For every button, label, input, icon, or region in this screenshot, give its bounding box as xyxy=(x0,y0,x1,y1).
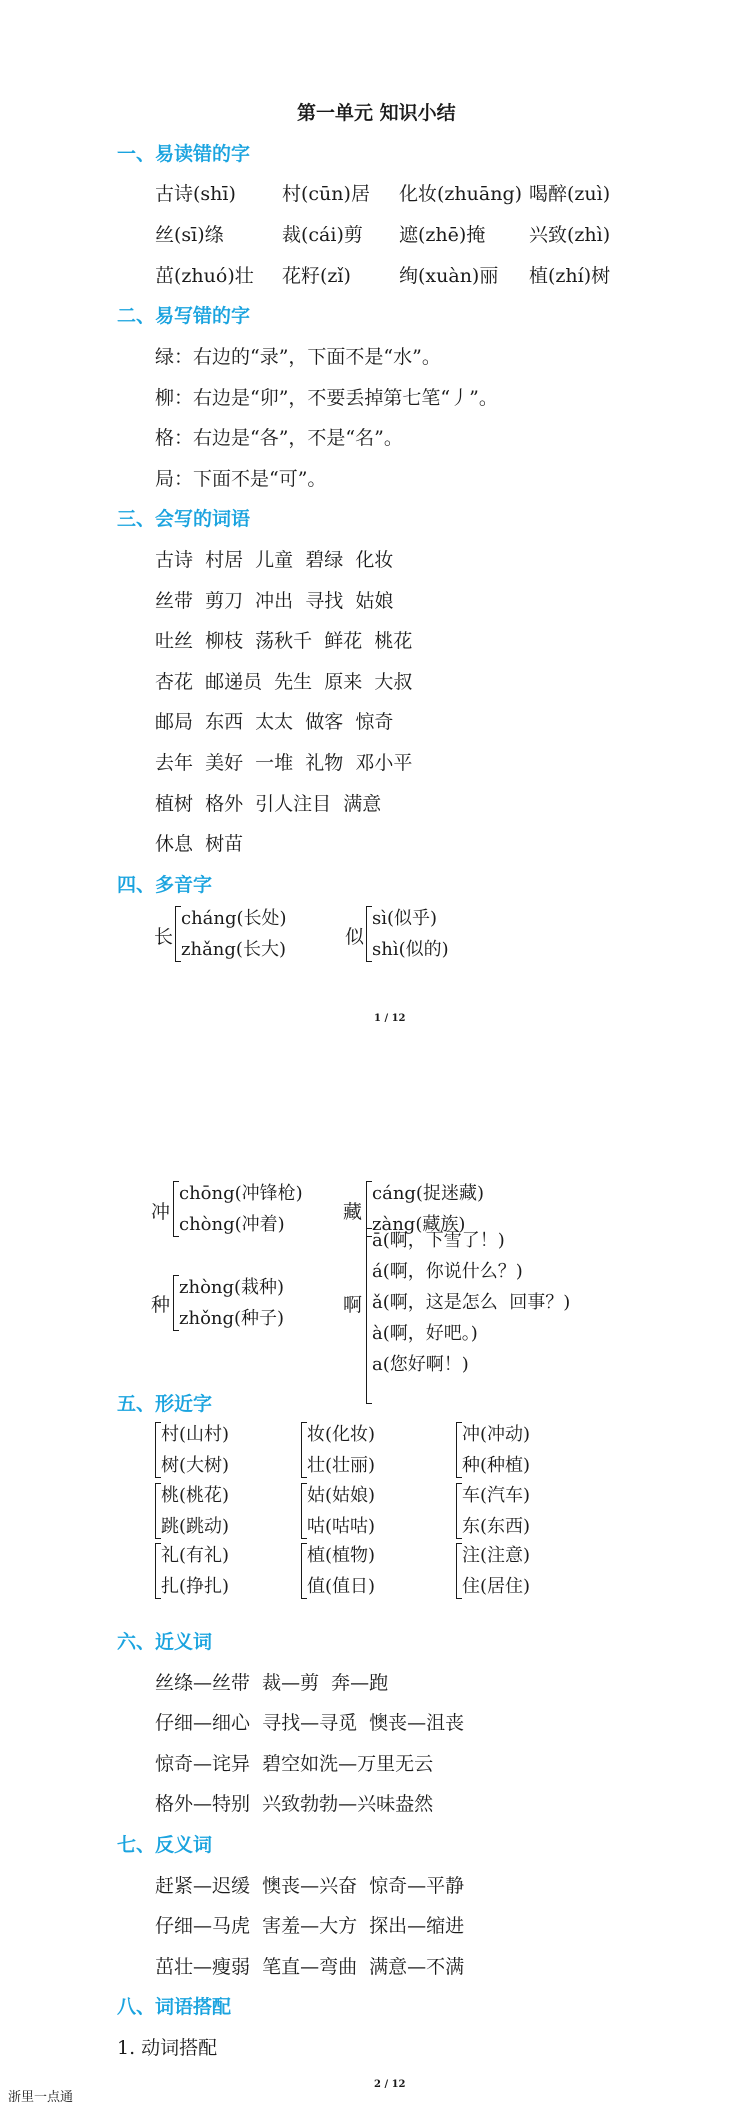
list-item: 休息 树苗 xyxy=(155,833,244,855)
list-item: 格：右边是“各”，不是“名”。 xyxy=(155,427,403,449)
reading: zhǒng(种子) xyxy=(179,1308,285,1329)
similar-char: 妆(化妆) xyxy=(307,1424,376,1445)
similar-char: 壮(壮丽) xyxy=(307,1455,376,1476)
reading: à(啊，好吧。) xyxy=(372,1323,478,1344)
similar-char: 姑(姑娘) xyxy=(307,1485,376,1506)
table-cell: 兴致(zhì) xyxy=(529,224,611,246)
table-cell: 植(zhí)树 xyxy=(529,265,611,287)
table-cell: 裁(cái)剪 xyxy=(282,224,363,246)
section-heading-5: 五、形近字 xyxy=(117,1393,213,1415)
table-cell: 喝醉(zuì) xyxy=(529,183,611,205)
similar-char: 种(种植) xyxy=(462,1455,531,1476)
reading: cáng(捉迷藏) xyxy=(372,1183,484,1204)
list-item: 赶紧—迟缓 懊丧—兴奋 惊奇—平静 xyxy=(155,1875,465,1897)
reading: zhǎng(长大) xyxy=(181,939,286,960)
similar-char: 桃(桃花) xyxy=(161,1485,230,1506)
list-item: 邮局 东西 太太 做客 惊奇 xyxy=(155,711,394,733)
reading: zhòng(栽种) xyxy=(179,1277,285,1298)
similar-char: 礼(有礼) xyxy=(161,1545,230,1566)
reading: chòng(冲着) xyxy=(179,1214,285,1235)
table-cell: 古诗(shī) xyxy=(155,183,236,205)
table-cell: 丝(sī)绦 xyxy=(155,224,224,246)
similar-char: 车(汽车) xyxy=(462,1485,531,1506)
polyphone-char: 冲 xyxy=(151,1201,171,1223)
similar-char: 咕(咕咕) xyxy=(307,1516,376,1537)
list-item: 仔细—细心 寻找—寻觅 懊丧—沮丧 xyxy=(155,1712,465,1734)
polyphone-char: 种 xyxy=(151,1294,171,1316)
list-item: 仔细—马虎 害羞—大方 探出—缩进 xyxy=(155,1915,465,1937)
list-item: 茁壮—瘦弱 笔直—弯曲 满意—不满 xyxy=(155,1956,465,1978)
table-cell: 遮(zhē)掩 xyxy=(399,224,486,246)
footer-brand: 浙里一点通 xyxy=(8,2090,74,2105)
brace xyxy=(366,1228,372,1404)
list-item: 丝带 剪刀 冲出 寻找 姑娘 xyxy=(155,590,394,612)
similar-char: 跳(跳动) xyxy=(161,1516,230,1537)
page-number: 2 / 12 xyxy=(374,2079,406,2090)
list-item: 绿：右边的“录”，下面不是“水”。 xyxy=(155,346,441,368)
list-item: 古诗 村居 儿童 碧绿 化妆 xyxy=(155,549,394,571)
similar-char: 村(山村) xyxy=(161,1424,230,1445)
polyphone-char: 似 xyxy=(345,926,365,948)
page-title: 第一单元 知识小结 xyxy=(297,102,456,124)
list-item: 格外—特别 兴致勃勃—兴味盎然 xyxy=(155,1793,434,1815)
reading: sì(似乎) xyxy=(372,908,438,929)
polyphone-char: 长 xyxy=(154,926,174,948)
reading: ǎ(啊，这是怎么 回事？) xyxy=(372,1292,571,1313)
reading: shì(似的) xyxy=(372,939,449,960)
similar-char: 扎(挣扎) xyxy=(161,1576,230,1597)
similar-char: 树(大树) xyxy=(161,1455,230,1476)
list-item: 局：下面不是“可”。 xyxy=(155,468,327,490)
reading: ā(啊，下雪了！) xyxy=(372,1230,505,1251)
reading: a(您好啊！) xyxy=(372,1354,469,1375)
similar-char: 植(植物) xyxy=(307,1545,376,1566)
list-item: 吐丝 柳枝 荡秋千 鲜花 桃花 xyxy=(155,630,413,652)
list-item: 植树 格外 引人注目 满意 xyxy=(155,793,382,815)
section-heading-3: 三、会写的词语 xyxy=(117,508,251,530)
reading: cháng(长处) xyxy=(181,908,287,929)
polyphone-char: 啊 xyxy=(343,1294,363,1316)
reading: á(啊，你说什么？) xyxy=(372,1261,523,1282)
section-heading-1: 一、易读错的字 xyxy=(117,143,251,165)
similar-char: 注(注意) xyxy=(462,1545,531,1566)
section-heading-6: 六、近义词 xyxy=(117,1631,213,1653)
page-number: 1 / 12 xyxy=(374,1013,406,1024)
section-heading-4: 四、多音字 xyxy=(117,874,213,896)
section-heading-8: 八、词语搭配 xyxy=(117,1996,232,2018)
table-cell: 花籽(zǐ) xyxy=(282,265,351,287)
list-item: 丝绦—丝带 裁—剪 奔—跑 xyxy=(155,1672,389,1694)
table-cell: 村(cūn)居 xyxy=(282,183,370,205)
list-item: 柳：右边是“卯”，不要丢掉第七笔“丿”。 xyxy=(155,387,498,409)
similar-char: 冲(冲动) xyxy=(462,1424,531,1445)
similar-char: 东(东西) xyxy=(462,1516,531,1537)
list-item: 1. 动词搭配 xyxy=(117,2037,218,2059)
table-cell: 茁(zhuó)壮 xyxy=(155,265,254,287)
list-item: 杏花 邮递员 先生 原来 大叔 xyxy=(155,671,413,693)
list-item: 惊奇—诧异 碧空如洗—万里无云 xyxy=(155,1753,434,1775)
similar-char: 值(值日) xyxy=(307,1576,376,1597)
table-cell: 化妆(zhuāng) xyxy=(399,183,523,205)
reading: chōng(冲锋枪) xyxy=(179,1183,303,1204)
section-heading-7: 七、反义词 xyxy=(117,1834,213,1856)
list-item: 去年 美好 一堆 礼物 邓小平 xyxy=(155,752,413,774)
section-heading-2: 二、易写错的字 xyxy=(117,305,251,327)
similar-char: 住(居住) xyxy=(462,1576,531,1597)
reading: zàng(藏族) xyxy=(372,1214,466,1235)
polyphone-char: 藏 xyxy=(343,1201,363,1223)
table-cell: 绚(xuàn)丽 xyxy=(399,265,499,287)
